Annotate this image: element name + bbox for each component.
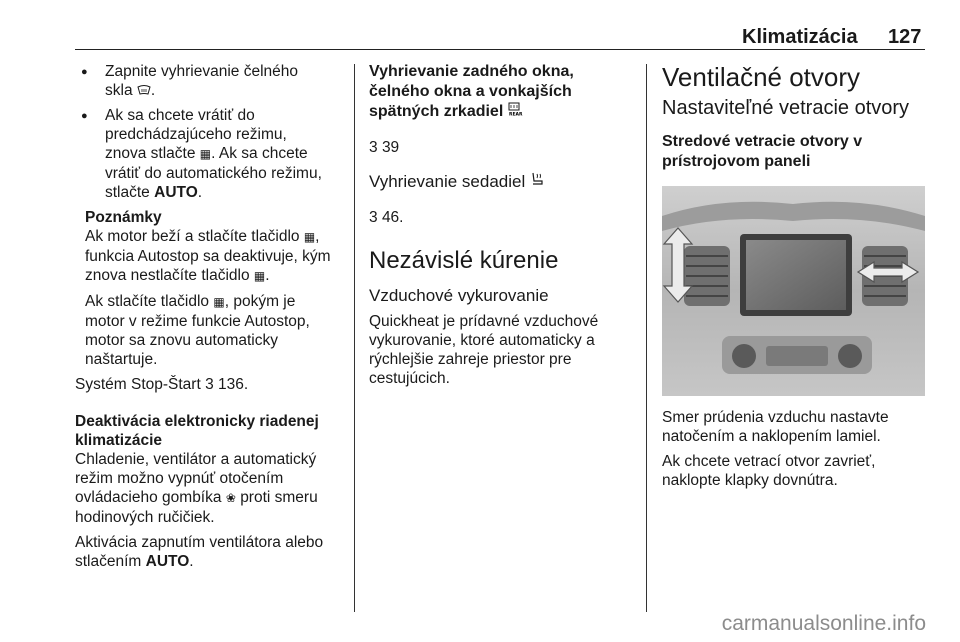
air-heating-title: Vzduchové vykurovanie	[369, 286, 549, 305]
ac-mode-icon: ▦	[253, 269, 266, 283]
note-title: Poznámky	[85, 209, 162, 226]
air-heating-body: Quickheat je prídavné vzduchové vykurovanie, ktoré automaticky a rýchlejšie zahreje priestor pre cestujúcich.	[369, 313, 599, 387]
center-vents-title: Stredové vetracie otvory v prístrojovom paneli	[662, 133, 863, 170]
reference-arrow-icon: 3	[369, 209, 378, 226]
reference-arrow-icon: 3	[205, 376, 214, 393]
ac-mode-icon: ▦	[303, 230, 316, 244]
page-title: Klimatizácia	[742, 26, 858, 48]
dashboard-vents-photo	[662, 186, 925, 396]
bullet-item: ● Ak sa chcete vrátiť do predchádzajúceho režimu, znova stlačte ▦. Ak sa chcete vrátiť do automatického režimu, stlačte AUTO.	[75, 106, 343, 202]
bullet-dot	[75, 106, 105, 202]
independent-heating-title: Nezávislé kúrenie	[369, 247, 559, 274]
column-divider-1	[354, 64, 355, 612]
airflow-direction-text: Smer prúdenia vzduchu nastavte natočením a naklopením lamiel.	[662, 409, 889, 445]
column-1	[75, 62, 343, 577]
ac-mode-icon: ▦	[213, 295, 225, 309]
bullet-dot	[75, 62, 105, 100]
deactivation-title: Deaktivácia elektronicky riadenej klimatizácie	[75, 413, 319, 449]
rear-window-reference: 3 39	[369, 139, 400, 156]
adjustable-vents-title: Nastaviteľné vetracie otvory	[662, 97, 910, 119]
rear-window-heat-icon	[508, 102, 523, 118]
windshield-heat-icon	[137, 85, 151, 95]
seat-heat-reference: 3 46.	[369, 209, 404, 226]
header-rule	[75, 49, 925, 50]
column-divider-2	[646, 64, 647, 612]
note-paragraph: Ak stlačíte tlačidlo ▦, pokým je motor v režime funkcie Autostop, motor sa znovu automaticky naštartuje.	[85, 293, 310, 368]
activation-text: Aktivácia zapnutím ventilátora alebo stlačením AUTO.	[75, 534, 324, 570]
column-2	[369, 62, 634, 394]
close-vent-text: Ak chcete vetrací otvor zavrieť, naklopte klapky dovnútra.	[662, 453, 876, 489]
seat-heat-title: Vyhrievanie sedadiel	[369, 171, 634, 192]
note-paragraph: Ak motor beží a stlačíte tlačidlo ▦, funkcia Autostop sa deaktivuje, kým znova nestlačíte tlačidlo ▦.	[85, 228, 331, 284]
rear-window-heat-title: Vyhrievanie zadného okna, čelného okna a vonkajších spätných zrkadiel REAR	[369, 63, 574, 120]
deactivation-body: Chladenie, ventilátor a automatický režim možno vypnúť otočením ovládacieho gombíka ❀ proti smeru hodinových ručičiek.	[75, 451, 318, 526]
stop-start-reference: Systém Stop-Štart 3 136.	[75, 376, 249, 393]
watermark: carmanualsonline.info	[721, 612, 926, 635]
bullet-item: ● Zapnite vyhrievanie čelného skla .	[75, 62, 343, 100]
column-3	[662, 62, 930, 496]
page-number: 127	[888, 26, 922, 48]
section-title-vents: Ventilačné otvory	[662, 62, 861, 92]
seat-heat-icon	[530, 171, 544, 187]
fan-icon: ❀	[225, 491, 236, 505]
svg-text:REAR: REAR	[508, 112, 523, 118]
ac-mode-icon: ▦	[199, 147, 212, 161]
reference-arrow-icon: 3	[369, 139, 378, 156]
note-block	[75, 208, 343, 369]
